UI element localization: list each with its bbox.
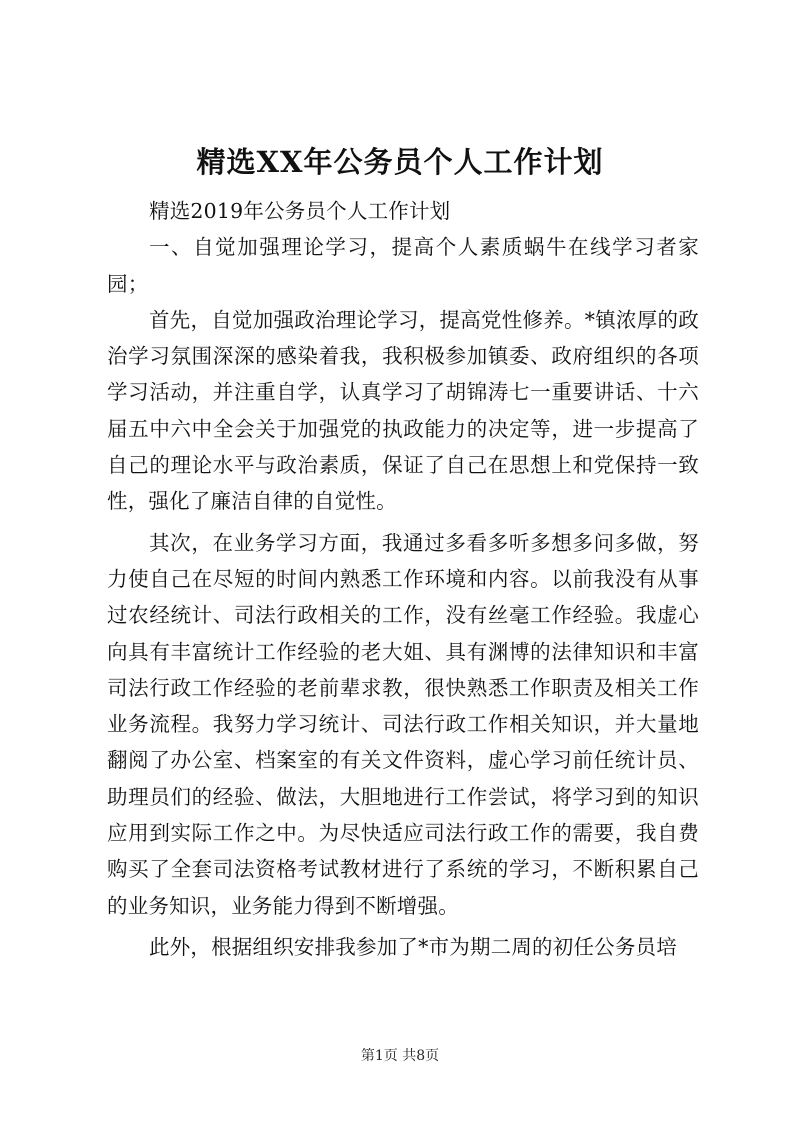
paragraph-section-heading: 一、自觉加强理论学习，提高个人素质蜗牛在线学习者家园； — [107, 235, 699, 296]
page-number-footer: 第1页 共8页 — [360, 1048, 440, 1064]
paragraph-subtitle: 精选2019年公务员个人工作计划 — [149, 199, 451, 223]
document-title: 精选XX年公务员个人工作计划 — [196, 145, 604, 179]
paragraph-business-study: 其次，在业务学习方面，我通过多看多听多想多问多做，努力使自己在尽短的时间内熟悉工作环境和内容。以前我没有从事过农经统计、司法行政相关的工作，没有丝毫工作经验。我虚心向具有丰富统计工作经验的老大姐、具有渊博的法律知识和丰富司法行政工作经验的老前辈求教，很快熟悉工作职责及相关工作业务流程。我努力学习统计、司法行政工作相关知识，并大量地翻阅了办公室、档案室的有关文件资料，虚心学习前任统计员、助理员们的经验、做法，大胆地进行工作尝试，将学习到的知识应用到实际工作之中。为尽快适应司法行政工作的需要，我自费购买了全套司法资格考试教材进行了系统的学习，不断积累自己的业务知识，业务能力得到不断增强。 — [107, 530, 699, 918]
paragraph-training: 此外，根据组织安排我参加了*市为期二周的初任公务员培 — [149, 934, 677, 959]
document-body — [107, 193, 699, 965]
paragraph-political-study: 首先，自觉加强政治理论学习，提高党性修养。*镇浓厚的政治学习氛围深深的感染着我，我积极参加镇委、政府组织的各项学习活动，并注重自学，认真学习了胡锦涛七一重要讲话、十六届五中六中全会关于加强党的执政能力的决定等，进一步提高了自己的理论水平与政治素质，保证了自己在思想上和党保持一致性，强化了廉洁自律的自觉性。 — [107, 307, 699, 514]
